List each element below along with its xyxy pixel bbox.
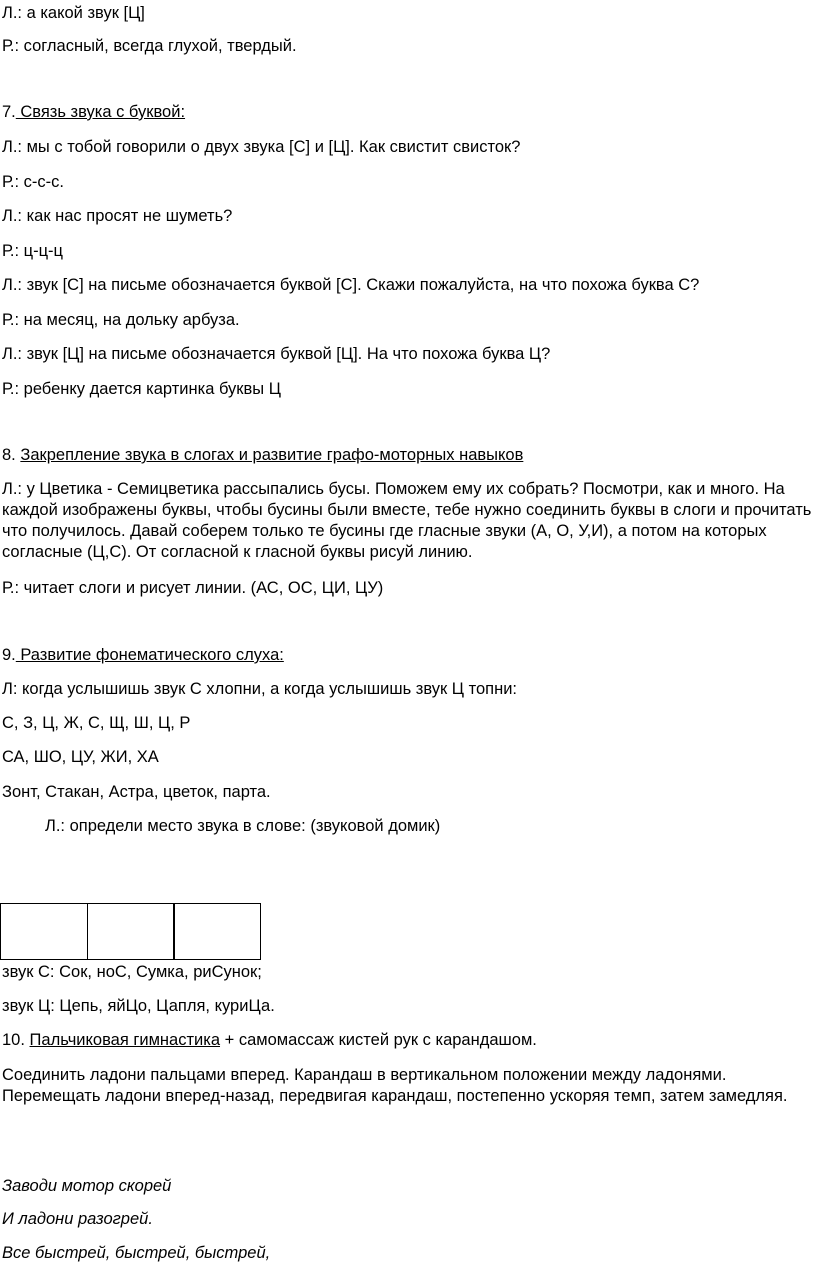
section-number: 9.: [2, 646, 16, 664]
sound-box: [0, 903, 88, 960]
section-7-heading: [2, 103, 185, 122]
sound-box: [87, 903, 175, 960]
dialog-line: Р.: ц-ц-ц: [2, 242, 63, 260]
verse-line: И ладони разогрей.: [2, 1210, 153, 1228]
sound-list: С, З, Ц, Ж, С, Щ, Ш, Ц, Р: [2, 714, 191, 732]
dialog-line: Р.: на месяц, на дольку арбуза.: [2, 311, 240, 329]
section-9-heading: [2, 646, 284, 665]
dialog-line: Л.: определи место звука в слове: (звуковой домик): [45, 817, 441, 835]
section-number: 8.: [2, 446, 21, 464]
section-8-paragraph: Л.: у Цветика - Семицветика рассыпались бусы. Поможем ему их собрать? Посмотри, как и много. На каждой изображены буквы, чтобы бусины были вместе, тебе нужно соединить буквы в слоги и прочитать что получилось. Давай соберем только те бусины где гласные звуки (А, О, У,И), а потом на которых согласные (Ц,С). От согласной к гласной буквы рисуй линию.: [2, 480, 812, 561]
word-list: звук С: Сок, ноС, Сумка, риСунок;: [2, 963, 262, 981]
dialog-line: Р.: читает слоги и рисует линии. (АС, ОС, ЦИ, ЦУ): [2, 579, 384, 597]
dialog-line: Р.: ребенку дается картинка буквы Ц: [2, 380, 281, 398]
word-list: Зонт, Стакан, Астра, цветок, парта.: [2, 783, 271, 801]
section-title: Закрепление звука в слогах и развитие графо-моторных навыков: [20, 446, 524, 464]
dialog-line: Л.: мы с тобой говорили о двух звука [С] и [Ц]. Как свистит свисток?: [2, 138, 521, 156]
section-10-paragraph: Соединить ладони пальцами вперед. Карандаш в вертикальном положении между ладонями. Перемещать ладони вперед-назад, передвигая карандаш, постепенно ускоряя темп, затем замедляя.: [2, 1066, 788, 1105]
section-number: 7.: [2, 103, 16, 121]
dialog-line: Л: когда услышишь звук С хлопни, а когда услышишь звук Ц топни:: [2, 680, 517, 698]
dialog-line: Р.: согласный, всегда глухой, твердый.: [2, 37, 297, 55]
sound-house-boxes: [0, 903, 260, 960]
section-8-heading: [2, 446, 523, 465]
section-10-heading: [2, 1031, 537, 1050]
dialog-line: Л.: звук [Ц] на письме обозначается буквой [Ц]. На что похожа буква Ц?: [2, 345, 551, 363]
verse-line: Все быстрей, быстрей, быстрей,: [2, 1244, 271, 1262]
section-title-rest: + самомассаж кистей рук с карандашом.: [220, 1031, 537, 1049]
dialog-line: Р.: с-с-с.: [2, 173, 64, 191]
section-title: Связь звука с буквой:: [15, 103, 186, 121]
dialog-line: Л.: как нас просят не шуметь?: [2, 207, 233, 225]
word-list: звук Ц: Цепь, яйЦо, Цапля, куриЦа.: [2, 997, 275, 1015]
verse-line: Заводи мотор скорей: [2, 1177, 172, 1195]
section-title: Развитие фонематического слуха:: [15, 646, 284, 664]
syllable-list: СА, ШО, ЦУ, ЖИ, ХА: [2, 748, 159, 766]
dialog-line: Л.: звук [С] на письме обозначается буквой [С]. Скажи пожалуйста, на что похожа буква С?: [2, 276, 700, 294]
dialog-line: Л.: а какой звук [Ц]: [2, 4, 145, 22]
section-title: Пальчиковая гимнастика: [29, 1031, 221, 1049]
sound-box: [173, 903, 261, 960]
section-number: 10.: [2, 1031, 30, 1049]
